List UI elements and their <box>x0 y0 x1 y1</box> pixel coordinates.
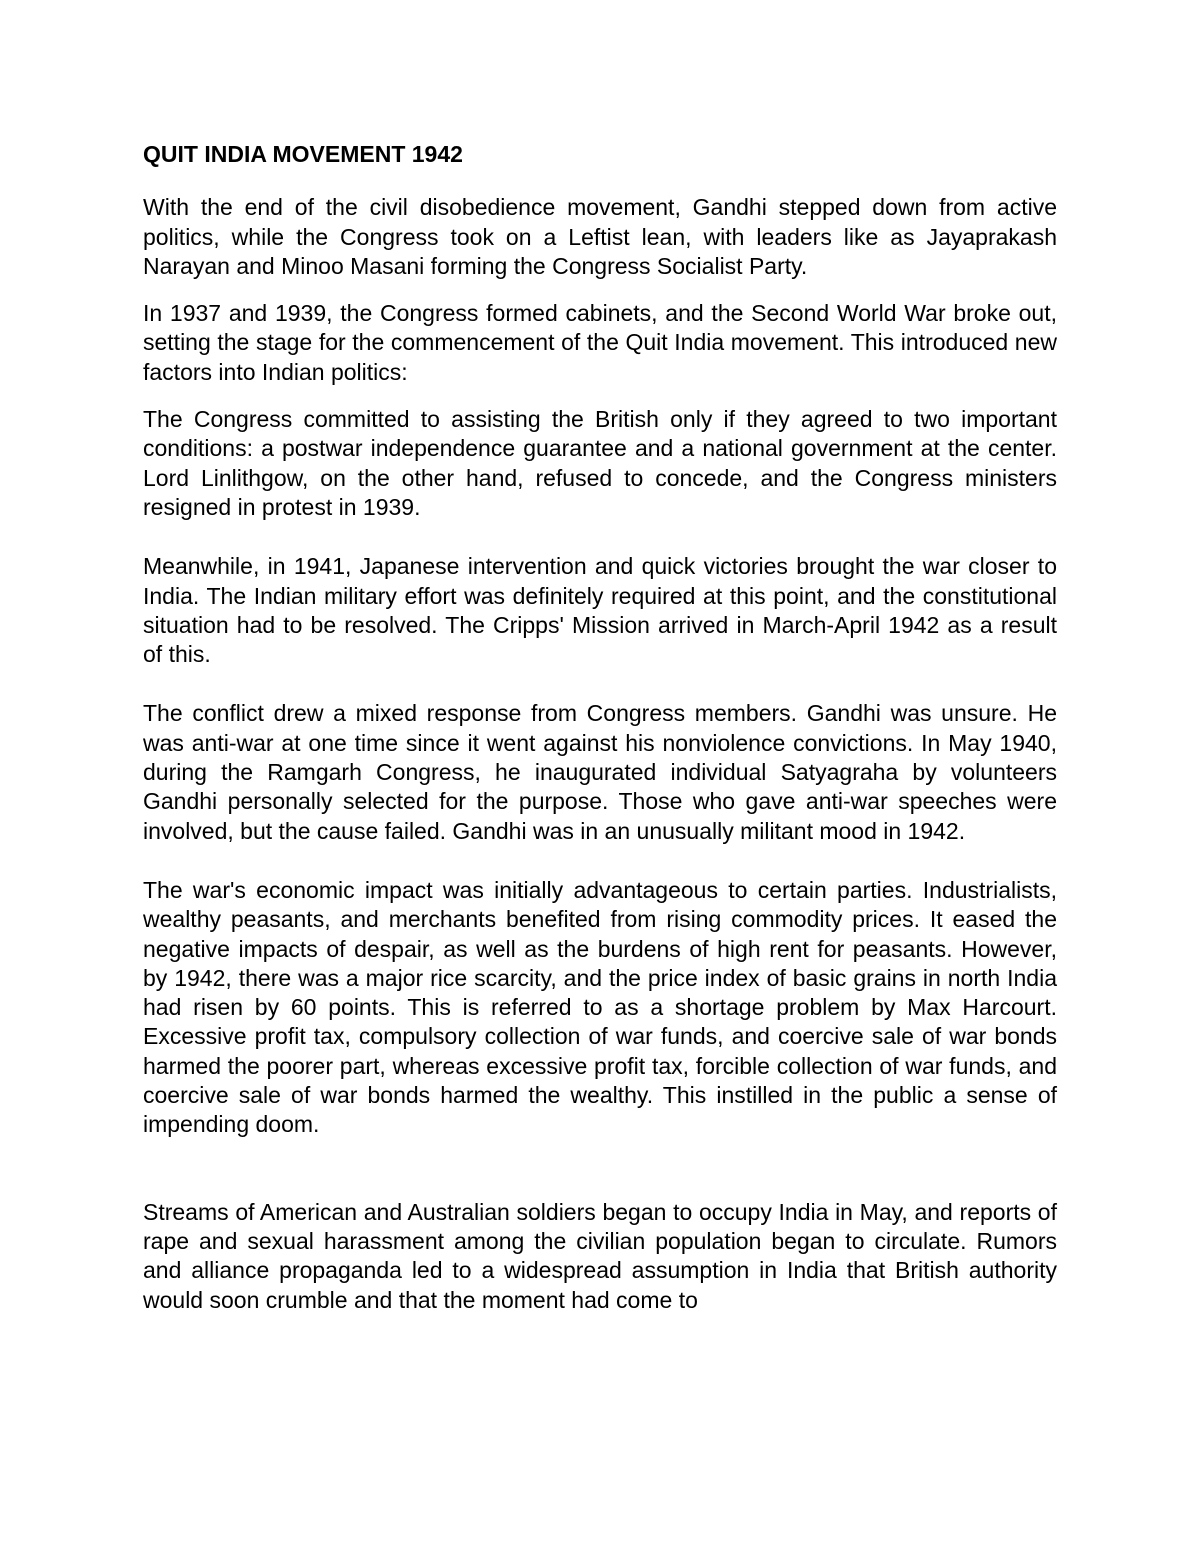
paragraph-foreign-soldiers: Streams of American and Australian soldiers began to occupy India in May, and reports of rape and sexual harassment among the civilian population began to circulate. Rumors and alliance propaganda led to a widespread assumption in India that British authority would soon crumble and that the moment had come to <box>143 1198 1057 1313</box>
paragraph-japanese-intervention: Meanwhile, in 1941, Japanese intervention and quick victories brought the war closer to India. The Indian military effort was definitely required at this point, and the constitutional situation had to be resolved. The Cripps' Mission arrived in March-April 1942 as a result of this. <box>143 553 1057 668</box>
paragraph-congress-conditions: The Congress committed to assisting the British only if they agreed to two important conditions: a postwar independence guarantee and a national government at the center. Lord Linlithgow, on the other hand, refused to concede, and the Congress ministers resigned in protest in 1939. <box>143 406 1057 520</box>
paragraph-economic-impact: The war's economic impact was initially advantageous to certain parties. Industrialists, wealthy peasants, and merchants benefited from rising commodity prices. It eased the negative impacts of despair, as well as the burdens of high rent for peasants. However, by 1942, there was a major rice scarcity, and the price index of basic grains in north India had risen by 60 points. This is referred to as a shortage problem by Max Harcourt. Excessive profit tax, compulsory collection of war funds, and coercive sale of war bonds harmed the poorer part, whereas excessive profit tax, forcible collection of war funds, and coercive sale of war bonds harmed the wealthy. This instilled in the public a sense of impending doom. <box>143 876 1057 1138</box>
paragraph-civil-disobedience: With the end of the civil disobedience movement, Gandhi stepped down from active politics, while the Congress took on a Leftist lean, with leaders like as Jayaprakash Narayan and Minoo Masani forming the Congress Socialist Party. <box>143 194 1057 279</box>
paragraph-second-world-war: In 1937 and 1939, the Congress formed cabinets, and the Second World War broke out, setting the stage for the commencement of the Quit India movement. This introduced new factors into Indian politics: <box>143 300 1057 385</box>
document-page <box>143 140 1057 1315</box>
document-title: QUIT INDIA MOVEMENT 1942 <box>143 141 463 167</box>
paragraph-mixed-response: The conflict drew a mixed response from Congress members. Gandhi was unsure. He was anti-war at one time since it went against his nonviolence convictions. In May 1940, during the Ramgarh Congress, he inaugurated individual Satyagraha by volunteers Gandhi personally selected for the purpose. Those who gave anti-war speeches were involved, but the cause failed. Gandhi was in an unusually militant mood in 1942. <box>143 700 1057 844</box>
